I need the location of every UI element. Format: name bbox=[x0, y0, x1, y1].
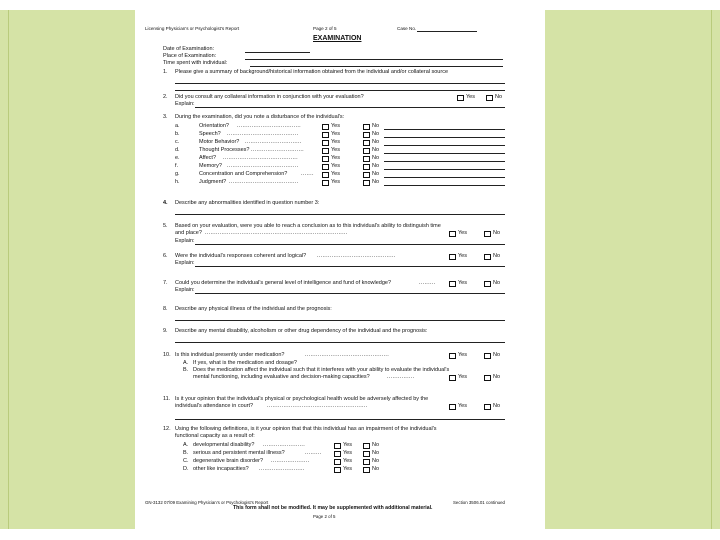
q11-answer-line[interactable] bbox=[175, 419, 505, 420]
q11-text-line1: Is it your opinion that the individual's physical or psychological health would be adversely affected by the bbox=[175, 396, 429, 402]
q10-b-text-line1: Does the medication affect the individual such that it interferes with your ability to evaluate the individual's bbox=[193, 367, 450, 373]
q2-text: Did you consult any collateral information in conjunction with your evaluation? bbox=[175, 94, 364, 100]
q5-number: 5. bbox=[163, 223, 168, 229]
q12-yes-label: Yes bbox=[343, 458, 352, 464]
q12-item-label: developmental disability? bbox=[193, 442, 255, 448]
q7-yes-label: Yes bbox=[458, 280, 467, 286]
q6-explain-label: Explain: bbox=[175, 260, 195, 266]
leader-dots: ..................... bbox=[271, 458, 310, 464]
document-page bbox=[135, 10, 545, 529]
q11-yes-label: Yes bbox=[458, 403, 467, 409]
q3-no-label: No bbox=[372, 179, 380, 185]
q5-yes-checkbox[interactable] bbox=[449, 231, 456, 237]
q3-no-label: No bbox=[372, 139, 380, 145]
q12-no-checkbox[interactable] bbox=[363, 443, 370, 449]
q4-answer-line[interactable] bbox=[175, 214, 505, 215]
q9-answer-line[interactable] bbox=[175, 342, 505, 343]
header-case-label: Case No. bbox=[397, 26, 417, 31]
q11-no-checkbox[interactable] bbox=[484, 404, 491, 410]
q3-item-letter: e. bbox=[175, 155, 180, 161]
q3-comment-line[interactable] bbox=[384, 153, 505, 154]
q3-no-checkbox[interactable] bbox=[363, 172, 370, 178]
leader-dots: ...................................... bbox=[229, 179, 299, 185]
q3-yes-label: Yes bbox=[331, 131, 340, 137]
q3-comment-line[interactable] bbox=[384, 177, 505, 178]
q6-number: 6. bbox=[163, 253, 168, 259]
q8-number: 8. bbox=[163, 306, 168, 312]
q6-yes-label: Yes bbox=[458, 253, 467, 259]
field-date-line[interactable] bbox=[245, 52, 310, 53]
q3-no-checkbox[interactable] bbox=[363, 164, 370, 170]
q12-yes-checkbox[interactable] bbox=[334, 443, 341, 449]
footer-form-id: GN-3132 07/09 Examining Physician's or Psychologist's Report bbox=[145, 500, 269, 505]
q12-item-letter: B. bbox=[183, 450, 189, 456]
q5-explain-label: Explain: bbox=[175, 238, 195, 244]
q3-comment-line[interactable] bbox=[384, 169, 505, 170]
q7-yes-checkbox[interactable] bbox=[449, 281, 456, 287]
q11-no-label: No bbox=[493, 403, 501, 409]
q3-item-label: Motor Behavior? bbox=[199, 139, 240, 145]
q3-comment-line[interactable] bbox=[384, 145, 505, 146]
q3-no-checkbox[interactable] bbox=[363, 156, 370, 162]
q5-text-line1: Based on your evaluation, were you able to reach a conclusion as to this individual's ability to distinguish time bbox=[175, 223, 441, 229]
q3-no-checkbox[interactable] bbox=[363, 124, 370, 130]
q1-number: 1. bbox=[163, 69, 168, 75]
q10-b-letter: B. bbox=[183, 367, 189, 373]
q4-number: 4. bbox=[163, 200, 168, 206]
leader-dots: ......................... bbox=[259, 466, 305, 472]
q2-explain-label: Explain: bbox=[175, 101, 195, 107]
q10-a-text: If yes, what is the medication and dosage? bbox=[193, 360, 297, 366]
q12-no-label: No bbox=[372, 466, 380, 472]
q11-yes-checkbox[interactable] bbox=[449, 404, 456, 410]
q3-no-checkbox[interactable] bbox=[363, 180, 370, 186]
q3-item-label: Affect? bbox=[199, 155, 217, 161]
field-place-label: Place of Examination: bbox=[163, 53, 217, 59]
q7-number: 7. bbox=[163, 280, 168, 286]
q3-item-letter: a. bbox=[175, 123, 180, 129]
q10-a-letter: A. bbox=[183, 360, 189, 366]
q3-text: During the examination, did you note a disturbance of the individual's: bbox=[175, 114, 345, 120]
q7-explain-label: Explain: bbox=[175, 287, 195, 293]
q2-yes-label: Yes bbox=[466, 94, 475, 100]
q3-comment-line[interactable] bbox=[384, 129, 505, 130]
q3-yes-label: Yes bbox=[331, 139, 340, 145]
q12-item-label: other like incapacities? bbox=[193, 466, 249, 472]
q3-no-label: No bbox=[372, 155, 380, 161]
leader-dots: ............................... bbox=[245, 139, 302, 145]
q12-text-line1: Using the following definitions, is it your opinion that that this individual has an impairment of the individual's bbox=[175, 426, 437, 432]
footer-section: Section 3506.01 continued bbox=[453, 500, 505, 505]
q2-no-label: No bbox=[495, 94, 503, 100]
q3-item-letter: g. bbox=[175, 171, 180, 177]
q3-comment-line[interactable] bbox=[384, 137, 505, 138]
footer-page-number: Page 2 of 5 bbox=[313, 514, 336, 519]
q3-comment-line[interactable] bbox=[384, 185, 505, 186]
q10b-no-checkbox[interactable] bbox=[484, 375, 491, 381]
q3-no-label: No bbox=[372, 131, 380, 137]
q9-text: Describe any mental disability, alcoholism or other drug dependency of the individual and the prognosis: bbox=[175, 328, 428, 334]
q7-explain-line[interactable] bbox=[195, 293, 505, 294]
q8-answer-line[interactable] bbox=[175, 320, 505, 321]
q12-no-label: No bbox=[372, 450, 380, 456]
leader-dots: ....................................................... bbox=[267, 403, 368, 409]
q10-yes-checkbox[interactable] bbox=[449, 353, 456, 359]
leader-dots: ....................................... bbox=[227, 163, 299, 169]
q1-answer-line-1[interactable] bbox=[175, 83, 505, 84]
q3-yes-checkbox[interactable] bbox=[322, 172, 329, 178]
q12-no-checkbox[interactable] bbox=[363, 451, 370, 457]
q3-yes-checkbox[interactable] bbox=[322, 148, 329, 154]
q3-number: 3. bbox=[163, 114, 168, 120]
q7-no-checkbox[interactable] bbox=[484, 281, 491, 287]
q12-item-letter: A. bbox=[183, 442, 189, 448]
leader-dots: ......... bbox=[305, 450, 322, 456]
q3-yes-checkbox[interactable] bbox=[322, 164, 329, 170]
q6-yes-checkbox[interactable] bbox=[449, 254, 456, 260]
q3-item-label: Orientation? bbox=[199, 123, 229, 129]
q2-number: 2. bbox=[163, 94, 168, 100]
leader-dots: ........................................... bbox=[317, 253, 396, 259]
q10b-no-label: No bbox=[493, 374, 501, 380]
q3-no-label: No bbox=[372, 163, 380, 169]
leader-dots: ............................. bbox=[251, 147, 305, 153]
q3-comment-line[interactable] bbox=[384, 161, 505, 162]
header-form-name: Licensing Physician's or Psychologist's Report bbox=[145, 26, 240, 31]
q3-yes-checkbox[interactable] bbox=[322, 132, 329, 138]
q3-item-letter: h. bbox=[175, 179, 180, 185]
q12-item-letter: D. bbox=[183, 466, 189, 472]
q12-number: 12. bbox=[163, 426, 171, 432]
q6-no-label: No bbox=[493, 253, 501, 259]
case-number-line bbox=[417, 31, 477, 32]
q3-item-label: Thought Processes? bbox=[199, 147, 250, 153]
q12-yes-checkbox[interactable] bbox=[334, 451, 341, 457]
q3-no-checkbox[interactable] bbox=[363, 140, 370, 146]
field-time-label: Time spent with individual: bbox=[163, 60, 228, 66]
q10-yes-label: Yes bbox=[458, 352, 467, 358]
q3-no-checkbox[interactable] bbox=[363, 148, 370, 154]
q2-explain-line[interactable] bbox=[195, 107, 505, 108]
q1-text: Please give a summary of background/historical information obtained from the individual and/or collateral source bbox=[175, 69, 449, 75]
left-green-panel bbox=[0, 10, 135, 529]
q3-yes-label: Yes bbox=[331, 147, 340, 153]
q3-item-label: Concentration and Comprehension? bbox=[199, 171, 288, 177]
q6-no-checkbox[interactable] bbox=[484, 254, 491, 260]
right-green-panel bbox=[545, 10, 720, 529]
q7-text: Could you determine the individual's general level of intelligence and fund of knowledge? bbox=[175, 280, 391, 286]
leader-dots: ....... bbox=[301, 171, 314, 177]
q10b-yes-label: Yes bbox=[458, 374, 467, 380]
q3-yes-label: Yes bbox=[331, 171, 340, 177]
header-page-number: Page 2 of 5 bbox=[313, 26, 337, 31]
q5-no-checkbox[interactable] bbox=[484, 231, 491, 237]
q10-no-checkbox[interactable] bbox=[484, 353, 491, 359]
leader-dots: ....................................... bbox=[227, 131, 299, 137]
q11-text-line2: individual's attendance in court? bbox=[175, 403, 254, 409]
q12-yes-checkbox[interactable] bbox=[334, 467, 341, 473]
q12-yes-label: Yes bbox=[343, 450, 352, 456]
q3-yes-label: Yes bbox=[331, 123, 340, 129]
leader-dots: ............... bbox=[387, 374, 415, 380]
leader-dots: .............................................. bbox=[305, 352, 390, 358]
field-time-line[interactable] bbox=[250, 66, 503, 67]
q12-item-letter: C. bbox=[183, 458, 189, 464]
field-date-label: Date of Examination: bbox=[163, 46, 215, 52]
q12-text-line2: functional capacity as a result of: bbox=[175, 433, 255, 439]
q3-item-letter: f. bbox=[175, 163, 179, 169]
q12-no-checkbox[interactable] bbox=[363, 467, 370, 473]
q4-text: Describe any abnormalities identified in question number 3: bbox=[175, 200, 320, 206]
q3-item-label: Memory? bbox=[199, 163, 222, 169]
q3-item-label: Judgment? bbox=[199, 179, 227, 185]
q10-no-label: No bbox=[493, 352, 501, 358]
q3-item-letter: d. bbox=[175, 147, 180, 153]
q3-no-label: No bbox=[372, 171, 380, 177]
q7-no-label: No bbox=[493, 280, 501, 286]
q3-yes-checkbox[interactable] bbox=[322, 156, 329, 162]
q3-yes-label: Yes bbox=[331, 179, 340, 185]
leader-dots: ......................................... bbox=[223, 155, 298, 161]
q5-no-label: No bbox=[493, 230, 501, 236]
leader-dots: ......... bbox=[419, 280, 436, 286]
q3-item-letter: b. bbox=[175, 131, 180, 137]
page-title: EXAMINATION bbox=[313, 35, 362, 42]
q10-text: Is this individual presently under medication? bbox=[175, 352, 285, 358]
q8-text: Describe any physical illness of the individual and the prognosis: bbox=[175, 306, 332, 312]
q3-no-label: No bbox=[372, 123, 380, 129]
q10-b-text-line2: mental functioning, including evaluative and decision-making capacities? bbox=[193, 374, 370, 380]
q12-yes-label: Yes bbox=[343, 466, 352, 472]
field-place-line[interactable] bbox=[245, 59, 503, 60]
q10b-yes-checkbox[interactable] bbox=[449, 375, 456, 381]
q3-yes-label: Yes bbox=[331, 163, 340, 169]
q3-no-label: No bbox=[372, 147, 380, 153]
q5-text-line2: and place? bbox=[175, 230, 202, 236]
q2-yes-checkbox[interactable] bbox=[457, 95, 464, 101]
leader-dots: ....................... bbox=[263, 442, 306, 448]
q3-item-letter: c. bbox=[175, 139, 180, 145]
q12-yes-checkbox[interactable] bbox=[334, 459, 341, 465]
q2-no-checkbox[interactable] bbox=[486, 95, 493, 101]
q12-item-label: degenerative brain disorder? bbox=[193, 458, 264, 464]
q3-yes-checkbox[interactable] bbox=[322, 124, 329, 130]
q3-item-label: Speech? bbox=[199, 131, 221, 137]
q3-no-checkbox[interactable] bbox=[363, 132, 370, 138]
q3-yes-label: Yes bbox=[331, 155, 340, 161]
footer-notice: This form shall not be modified. It may be supplemented with additional material. bbox=[233, 505, 433, 511]
q3-yes-checkbox[interactable] bbox=[322, 140, 329, 146]
leader-dots: ................................... bbox=[237, 123, 301, 129]
q6-text: Were the individual's responses coherent and logical? bbox=[175, 253, 307, 259]
q10-number: 10. bbox=[163, 352, 171, 358]
q5-yes-label: Yes bbox=[458, 230, 467, 236]
q3-yes-checkbox[interactable] bbox=[322, 180, 329, 186]
q9-number: 9. bbox=[163, 328, 168, 334]
q12-no-label: No bbox=[372, 458, 380, 464]
q1-answer-line-2[interactable] bbox=[175, 90, 505, 91]
q5-explain-line[interactable] bbox=[195, 244, 505, 245]
q11-number: 11. bbox=[163, 396, 171, 402]
right-border-line bbox=[711, 10, 712, 529]
left-border-line bbox=[8, 10, 9, 529]
leader-dots: .............................................................................. bbox=[205, 230, 348, 236]
q12-yes-label: Yes bbox=[343, 442, 352, 448]
q12-no-label: No bbox=[372, 442, 380, 448]
q12-item-label: serious and persistent mental illness? bbox=[193, 450, 285, 456]
q6-explain-line[interactable] bbox=[195, 266, 505, 267]
q12-no-checkbox[interactable] bbox=[363, 459, 370, 465]
